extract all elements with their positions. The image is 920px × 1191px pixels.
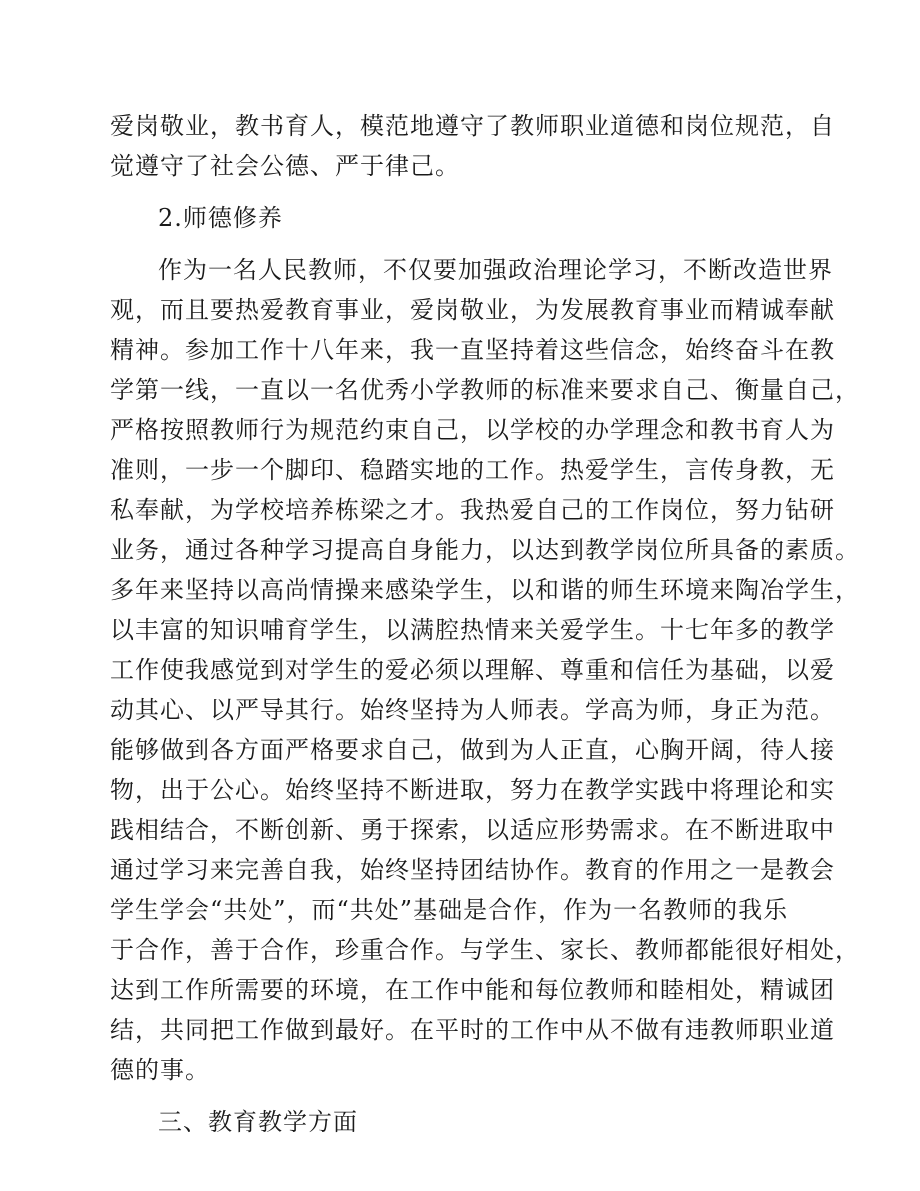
paragraph-line: 觉遵守了社会公德、严于律己。 [110, 152, 460, 180]
paragraph-line: 多年来坚持以高尚情操来感染学生，以和谐的师生环境来陶冶学生， [110, 576, 860, 604]
paragraph-line: 达到工作所需要的环境，在工作中能和每位教师和睦相处，精诚团 [110, 976, 835, 1004]
paragraph-line: 于合作，善于合作，珍重合作。与学生、家长、教师都能很好相处， [110, 936, 860, 964]
paragraph-line: 结，共同把工作做到最好。在平时的工作中从不做有违教师职业道 [110, 1016, 835, 1044]
paragraph-line: 业务，通过各种学习提高自身能力，以达到教学岗位所具备的素质。 [110, 536, 860, 564]
paragraph-line: 动其心、以严导其行。始终坚持为人师表。学高为师，身正为范。 [110, 696, 835, 724]
paragraph-line: 通过学习来完善自我，始终坚持团结协作。教育的作用之一是教会 [110, 856, 835, 884]
paragraph-line: 严格按照教师行为规范约束自己，以学校的办学理念和教书育人为 [110, 416, 835, 444]
paragraph-line: 学生学会“共处”，而“共处”基础是合作，作为一名教师的我乐 [110, 896, 789, 924]
paragraph-line: 学第一线，一直以一名优秀小学教师的标准来要求自己、衡量自己， [110, 376, 860, 404]
paragraph-line: 以丰富的知识哺育学生，以满腔热情来关爱学生。十七年多的教学 [110, 616, 835, 644]
paragraph-line: 能够做到各方面严格要求自己，做到为人正直，心胸开阔，待人接 [110, 736, 835, 764]
section-heading-jiaoyu-jiaoxue: 三、教育教学方面 [158, 1108, 358, 1136]
paragraph-line: 德的事。 [110, 1056, 210, 1084]
paragraph-line: 爱岗敬业，教书育人，模范地遵守了教师职业道德和岗位规范，自 [110, 112, 835, 140]
document-page [110, 106, 860, 1142]
paragraph-line: 精神。参加工作十八年来，我一直坚持着这些信念，始终奋斗在教 [110, 336, 835, 364]
paragraph-line: 观，而且要热爱教育事业，爱岗敬业，为发展教育事业而精诚奉献 [110, 296, 835, 324]
paragraph-line: 物，出于公心。始终坚持不断进取，努力在教学实践中将理论和实 [110, 776, 835, 804]
paragraph-line: 工作使我感觉到对学生的爱必须以理解、尊重和信任为基础，以爱 [110, 656, 835, 684]
paragraph-line: 准则，一步一个脚印、稳踏实地的工作。热爱学生，言传身教，无 [110, 456, 835, 484]
paragraph-line: 践相结合，不断创新、勇于探索，以适应形势需求。在不断进取中 [110, 816, 835, 844]
paragraph-line: 私奉献，为学校培养栋梁之才。我热爱自己的工作岗位，努力钻研 [110, 496, 835, 524]
paragraph-line: 作为一名人民教师，不仅要加强政治理论学习，不断改造世界 [158, 256, 833, 284]
section-heading-shide-xiuyang: 2.师德修养 [158, 204, 283, 232]
